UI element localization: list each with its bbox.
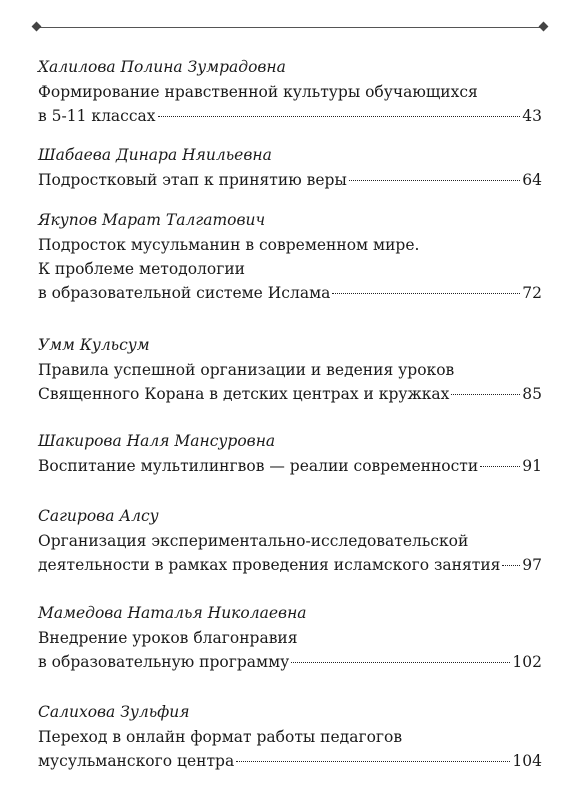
entry-title-text: Священного Корана в детских центрах и кружках (38, 385, 450, 403)
toc-entry (38, 504, 542, 577)
entry-author: Сагирова Алсу (38, 507, 159, 525)
entry-title-text: в 5-11 классах (38, 107, 156, 125)
dot-leader (502, 565, 520, 566)
page-number: 85 (522, 385, 542, 403)
dot-leader (480, 466, 520, 467)
entry-title-line: Внедрение уроков благонравия (38, 629, 298, 647)
top-rule (36, 27, 544, 28)
dot-leader (349, 180, 520, 181)
entry-title-line: Правила успешной организации и ведения уроков (38, 361, 455, 379)
entry-title-last-line[interactable] (38, 168, 542, 192)
entry-title-line: Организация экспериментально-исследовательской (38, 532, 469, 550)
page-number: 72 (522, 284, 542, 302)
entry-author: Умм Кульсум (38, 336, 150, 354)
dot-leader (451, 394, 520, 395)
page-number: 91 (522, 457, 542, 475)
toc-entry (38, 208, 542, 305)
entry-title-line: Переход в онлайн формат работы педагогов (38, 728, 403, 746)
page-number: 64 (522, 171, 542, 189)
entry-title-text: в образовательной системе Ислама (38, 284, 331, 302)
toc-entry (38, 143, 542, 192)
entry-title-line: Подросток мусульманин в современном мире. (38, 236, 420, 254)
entry-title-text: Подростковый этап к принятию веры (38, 171, 347, 189)
entry-author: Халилова Полина Зумрадовна (38, 58, 286, 76)
entry-title-text: мусульманского центра (38, 752, 235, 770)
right-diamond-ornament (539, 22, 549, 32)
entry-title-last-line[interactable] (38, 553, 542, 577)
left-diamond-ornament (32, 22, 42, 32)
entry-title-text: Воспитание мультилингвов — реалии современности (38, 457, 479, 475)
page-number: 102 (512, 653, 542, 671)
entry-author: Мамедова Наталья Николаевна (38, 604, 307, 622)
toc-entry (38, 700, 542, 773)
page-number: 43 (522, 107, 542, 125)
toc-entry (38, 429, 542, 478)
dot-leader (236, 761, 510, 762)
page-number: 97 (522, 556, 542, 574)
dot-leader (291, 662, 510, 663)
dot-leader (332, 293, 520, 294)
toc-entry (38, 55, 542, 128)
page-number: 104 (512, 752, 542, 770)
toc-entry (38, 601, 542, 674)
entry-author: Якупов Марат Талгатович (38, 211, 266, 229)
dot-leader (158, 116, 521, 117)
entry-title-line: Формирование нравственной культуры обучающихся (38, 83, 478, 101)
entry-author: Салихова Зульфия (38, 703, 190, 721)
entry-title-last-line[interactable] (38, 749, 542, 773)
entry-title-last-line[interactable] (38, 382, 542, 406)
entry-title-last-line[interactable] (38, 650, 542, 674)
entry-title-last-line[interactable] (38, 454, 542, 478)
entry-title-text: в образовательную программу (38, 653, 290, 671)
entry-title-last-line[interactable] (38, 281, 542, 305)
entry-author: Шабаева Динара Няильевна (38, 146, 272, 164)
entry-title-last-line[interactable] (38, 104, 542, 128)
entry-title-line: К проблеме методологии (38, 260, 245, 278)
entry-title-text: деятельности в рамках проведения исламского занятия (38, 556, 501, 574)
entry-author: Шакирова Наля Мансуровна (38, 432, 276, 450)
toc-entry (38, 333, 542, 406)
